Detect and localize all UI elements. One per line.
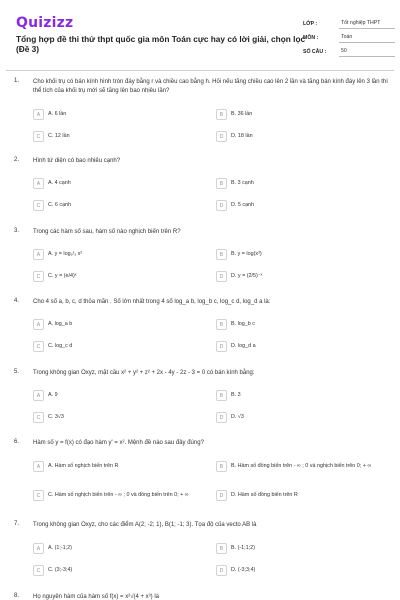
question-number: 4. [14,298,20,304]
option-text: D. y = (2/5)⁻ˣ [231,273,263,280]
option-letter: D [216,490,227,501]
option-text: C. 3√3 [48,414,64,421]
option-text: C. 12 lần [48,133,70,140]
question-text: Trong không gian Oxyz, cho các điểm A(2; -2; 1), B(1; -1; 3). Tọa độ của vecto AB là [33,522,257,528]
meta-label: SỐ CÂU : [303,49,327,55]
option-a[interactable] [33,542,203,555]
question-number: 8. [14,593,20,599]
question-number: 1. [14,78,20,84]
option-text: B. 3 [231,392,241,399]
option-c[interactable] [33,564,203,577]
option-letter: A [33,249,44,260]
option-text: C. Hàm số nghịch biến trên - ∞ ; 0 và đồng biến trên 0; + ∞ [48,492,189,499]
option-letter: B [216,109,227,120]
option-c[interactable] [33,199,203,212]
option-text: B. 3 cạnh [231,180,254,187]
question-text: Họ nguyên hàm của hàm số f(x) = x²√(4 + x³) là [33,594,160,600]
option-letter: A [33,109,44,120]
option-c[interactable] [33,411,203,424]
option-letter: B [216,390,227,401]
option-text: A. y = log₁/₃ x² [48,251,83,258]
option-text: A. log_a b [48,321,73,328]
question-number: 3. [14,228,20,234]
option-text: D. Hàm số đồng biến trên R [231,492,298,499]
option-b[interactable] [216,318,386,331]
question-number: 5. [14,369,20,375]
option-letter: B [216,543,227,554]
option-letter: D [216,131,227,142]
option-a[interactable] [33,108,203,121]
meta-value: Toán [339,34,395,43]
option-c[interactable] [33,270,203,283]
option-letter: C [33,565,44,576]
option-letter: C [33,341,44,352]
option-letter: C [33,271,44,282]
meta-label: MÔN : [303,35,319,41]
option-letter: B [216,178,227,189]
option-text: A. 4 cạnh [48,180,71,187]
option-b[interactable] [216,248,386,261]
option-letter: A [33,319,44,330]
option-b[interactable] [216,108,386,121]
option-c[interactable] [33,340,203,353]
option-letter: B [216,249,227,260]
option-text: D. 18 lần [231,133,253,140]
question-number: 6. [14,439,20,445]
worksheet-title: Tổng hợp đề thi thử thpt quốc gia môn Toán cực hay có lời giải, chọn lọc (Đề 3) [16,34,306,54]
option-a[interactable] [33,318,203,331]
question-text: Trong không gian Oxyz, mặt cầu x² + y² + z² + 2x - 4y - 2z - 3 = 0 có bán kính bằng: [33,370,255,376]
option-text: D. log_d a [231,343,256,350]
option-d[interactable] [216,199,386,212]
question-number: 7. [14,521,20,527]
option-d[interactable] [216,411,386,424]
option-text: D. (-3;3;4) [231,567,256,574]
option-a[interactable] [33,248,203,261]
option-d[interactable] [216,340,386,353]
option-letter: A [33,461,44,472]
option-text: A. Hàm số nghịch biến trên R [48,463,119,470]
option-b[interactable] [216,389,386,402]
question-text: Cho khối trụ có bán kính hình tròn đáy bằng r và chiều cao bằng h. Hỏi nếu tăng chiều cao lên 2 lần và tăng bán kính đáy lên 3 lần thì thể tích của khối trụ mới sẽ tăng lên bao nhiêu lần? [33,79,388,94]
meta-row-question-count [303,43,395,57]
option-text: A. (1;-1;2) [48,545,72,552]
meta-row-class [303,15,395,29]
option-text: B. 36 lần [231,111,253,118]
header-divider [6,70,394,71]
option-c[interactable] [33,489,203,502]
option-letter: C [33,200,44,211]
option-letter: D [216,200,227,211]
option-b[interactable] [216,460,386,473]
question-text: Trong các hàm số sau, hàm số nào nghịch biến trên R? [33,229,181,235]
quizizz-logo: Quizizz [16,15,74,31]
option-letter: C [33,490,44,501]
option-text: D. √3 [231,414,244,421]
option-letter: D [216,341,227,352]
option-letter: C [33,131,44,142]
option-text: B. y = log(x³) [231,251,262,258]
option-text: B. Hàm số đồng biến trên - ∞ ; 0 và nghịch biến trên 0; + ∞ [231,463,372,470]
option-text: A. 6 lần [48,111,67,118]
option-letter: C [33,412,44,423]
option-b[interactable] [216,177,386,190]
meta-label: LỚP : [303,21,318,27]
question-text: Cho 4 số a, b, c, d thỏa mãn . Số lớn nhất trong 4 số log_a b, log_b c, log_c d, log_d a là: [33,299,271,305]
option-letter: A [33,543,44,554]
option-letter: B [216,319,227,330]
option-letter: D [216,412,227,423]
meta-row-subject [303,29,395,43]
question-text: Hình tứ diện có bao nhiêu cạnh? [33,158,121,164]
option-letter: D [216,271,227,282]
option-letter: A [33,178,44,189]
option-a[interactable] [33,389,203,402]
meta-value: Tốt nghiệp THPT [339,20,395,29]
option-text: C. y = (e/4)ˣ [48,273,77,280]
question-number: 2. [14,157,20,163]
option-d[interactable] [216,489,386,502]
option-text: D. 5 cạnh [231,202,255,209]
option-d[interactable] [216,564,386,577]
option-text: A. 9 [48,392,58,399]
meta-value: 50 [339,48,395,57]
option-c[interactable] [33,130,203,143]
option-text: C. (3;-3;4) [48,567,73,574]
option-letter: D [216,565,227,576]
option-b[interactable] [216,542,386,555]
worksheet-meta [303,15,395,57]
option-d[interactable] [216,270,386,283]
option-d[interactable] [216,130,386,143]
option-text: C. log_c d [48,343,73,350]
option-letter: B [216,461,227,472]
worksheet-header [10,8,390,70]
question-text: Hàm số y = f(x) có đạo hàm y' = x². Mệnh đề nào sau đây đúng? [33,440,204,446]
option-text: B. (-1;1;2) [231,545,255,552]
option-text: B. log_b c [231,321,255,328]
option-a[interactable] [33,177,203,190]
option-text: C. 6 cạnh [48,202,72,209]
option-letter: A [33,390,44,401]
option-a[interactable] [33,460,203,473]
